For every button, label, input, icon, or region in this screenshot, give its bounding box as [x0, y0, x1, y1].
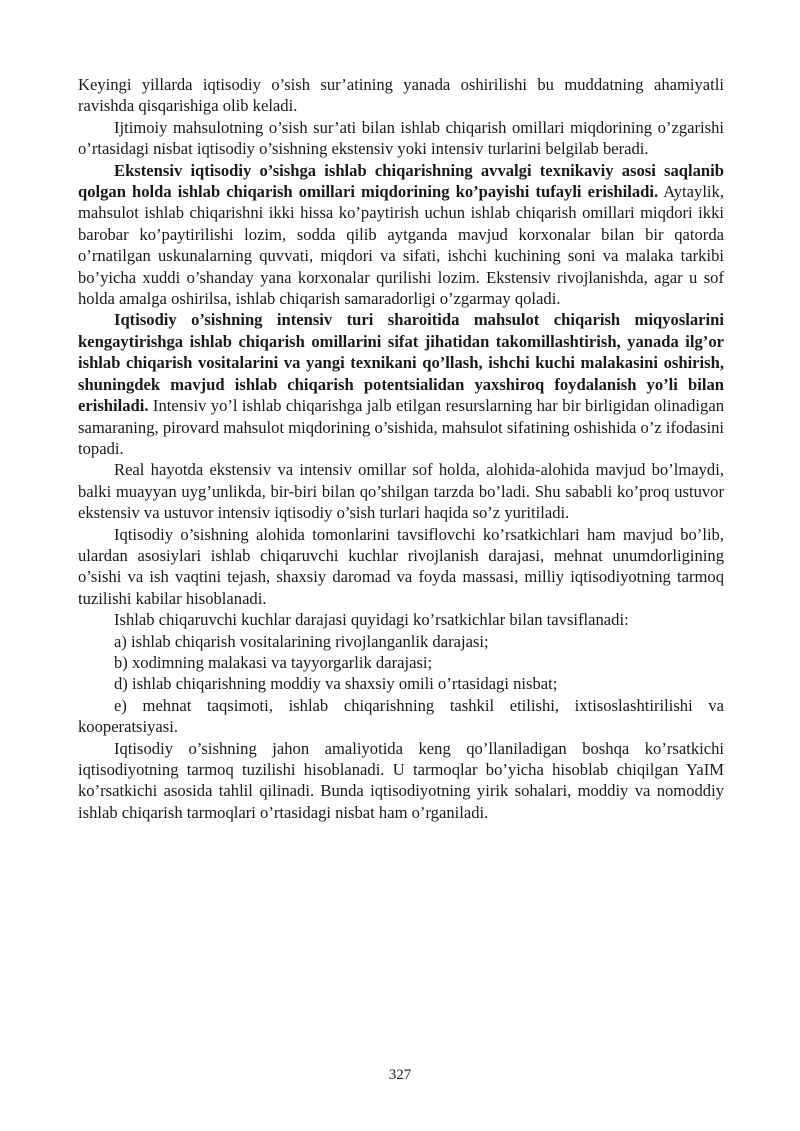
- list-item: d) ishlab chiqarishning moddiy va shaxsiy omili o’rtasidagi nisbat;: [114, 674, 558, 694]
- list-item: b) xodimning malakasi va tayyorgarlik darajasi;: [114, 652, 433, 672]
- paragraph-extensive-growth: Ekstensiv iqtisodiy o’sishga ishlab chiqarishning avvalgi texnikaviy asosi saqlanib qolgan holda ishlab chiqarish omillari miqdorining ko’payishi tufayli erishiladi. Aytaylik, mahsulot ishlab chiqarishni ikki hissa ko’paytirish uchun ishlab chiqarish omillari miqdori ikki barobar ko’paytirilishi lozim, sodda qilib aytganda mavjud korxonalar bilan bir qatorda o’rnatilgan uskunalarning quvvati, miqdori va sifati, ishchi kuchining soni va malaka tarkibi bo’yicha xuddi o’shanday yana korxonalar qurilishi lozim. Ekstensiv rivojlanishda, agar u sof holda amalga oshirilsa, ishlab chiqarish samaradorligi o’zgarmay qoladi.: [78, 160, 724, 309]
- page-number: 327: [388, 1067, 412, 1083]
- intensive-definition: Iqtisodiy o’sishning intensiv turi sharoitida mahsulot chiqarish miqyoslarini kengaytirishga ishlab chiqarish omillarini sifat jihatidan takomillashtirish, yanada ilg’or ishlab chiqarish vositalarini va yangi texnikani qo’llash, ishchi kuchi malakasini oshirish, shuningdek mavjud ishlab chiqarish potentsialidan yaxshiroq foydalanish yo’li bilan erishiladi.: [78, 310, 724, 416]
- page-body: [78, 74, 724, 823]
- paragraph-indicators: Iqtisodiy o’sishning alohida tomonlarini tavsiflovchi ko’rsatkichlari ham mavjud bo’lib, ulardan asosiylari ishlab chiqaruvchi kuchlar rivojlanish darajasi, mehnat unumdorligining o’sishi va ish vaqtini tejash, shaxsiy daromad va foyda massasi, milliy iqtisodiyotning tarmoq tuzilishi kabilar hisoblanadi.: [78, 524, 724, 608]
- paragraph-sector-structure: Iqtisodiy o’sishning jahon amaliyotida keng qo’llaniladigan boshqa ko’rsatkichi iqtisodiyotning tarmoq tuzilishi hisoblanadi. U tarmoqlar bo’yicha hisoblab chiqilgan YaIM ko’rsatkichi asosida tahlil qilinadi. Bunda iqtisodiyotning yirik sohalari, moddiy va nomoddiy ishlab chiqarish tarmoqlari o’rtasidagi nisbat ham o’rganiladi.: [78, 738, 724, 822]
- paragraph-intensive-growth: Iqtisodiy o’sishning intensiv turi sharoitida mahsulot chiqarish miqyoslarini kengaytirishga ishlab chiqarish omillarini sifat jihatidan takomillashtirish, yanada ilg’or ishlab chiqarish vositalarini va yangi texnikani qo’llash, ishchi kuchi malakasini oshirish, shuningdek mavjud ishlab chiqarish potentsialidan yaxshiroq foydalanish yo’li bilan erishiladi. Intensiv yo’l ishlab chiqarishga jalb etilgan resurslarning har bir birligidan olinadigan samaraning, pirovard mahsulot miqdorining o’sishida, mahsulot sifatining oshishida o’z ifodasini topadi.: [78, 310, 724, 458]
- list-item: e) mehnat taqsimoti, ishlab chiqarishning tashkil etilishi, ixtisoslashtirilishi va kooperatsiyasi.: [78, 695, 724, 737]
- paragraph-continuation: Keyingi yillarda iqtisodiy o’sish sur’atining yanada oshirilishi bu muddatning ahamiyatli ravishda qisqarishiga olib keladi.: [78, 75, 724, 116]
- list-item: a) ishlab chiqarish vositalarining rivojlanganlik darajasi;: [114, 631, 489, 651]
- paragraph-productive-forces: Ishlab chiqaruvchi kuchlar darajasi quyidagi ko’rsatkichlar bilan tavsiflanadi:: [114, 610, 629, 630]
- paragraph-real-life: Real hayotda ekstensiv va intensiv omillar sof holda, alohida-alohida mavjud bo’lmaydi, balki muayyan uyg’unlikda, bir-biri bilan qo’shilgan tarzda bo’ladi. Shu sababli ko’proq ustuvor ekstensiv va ustuvor intensiv iqtisodiy o’sish turlari haqida so’z yuritiladi.: [78, 460, 724, 523]
- extensive-definition: Ekstensiv iqtisodiy o’sishga ishlab chiqarishning avvalgi texnikaviy asosi saqlanib qolgan holda ishlab chiqarish omillari miqdorining ko’payishi tufayli erishiladi.: [78, 160, 724, 202]
- paragraph-growth-types: Ijtimoiy mahsulotning o’sish sur’ati bilan ishlab chiqarish omillari miqdorining o’zgarishi o’rtasidagi nisbat iqtisodiy o’sishning ekstensiv yoki intensiv turlarini belgilab beradi.: [78, 117, 724, 159]
